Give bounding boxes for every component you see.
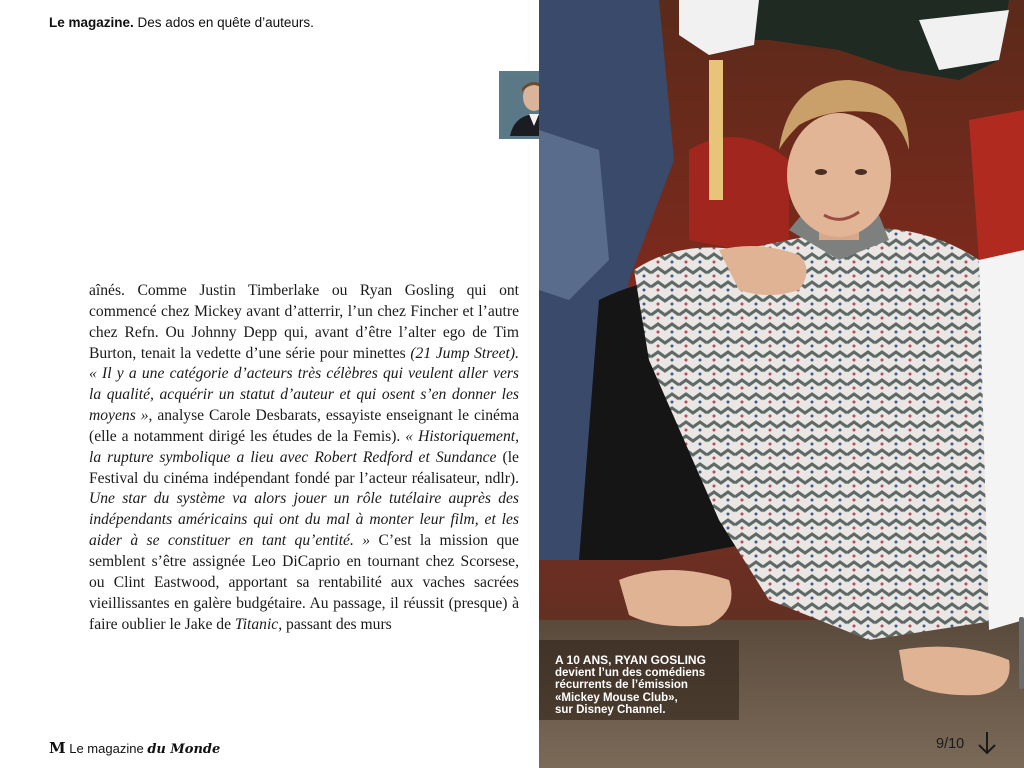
caption-line: devient l’un des comédiens — [555, 666, 706, 679]
arrow-down-icon[interactable] — [976, 730, 998, 756]
logo-m-icon: M — [49, 739, 66, 757]
article-italic-text: « Historiquement, la rupture symbolique a lieu avec Robert Redford et Sundance — [89, 427, 519, 466]
logo-du-monde: du Monde — [147, 742, 221, 757]
magazine-logo[interactable] — [49, 739, 220, 757]
article-italic-text: Une star du système va alors jouer un rôle tutélaire auprès des indépendants américains qui ont du mal à monter leur film, et les aider à se constituer en tant qu’entité. » — [89, 490, 519, 550]
photo-caption — [555, 654, 765, 717]
article-text: C’est la mission que semblent s’être assignée Leo DiCaprio en tournant chez Scorsese, ou Clint Eastwood, apportant sa rentabilité aux vaches sacrées vieillissantes en galère budgétaire. Au passage, il réussit (presque) à faire oublier le Jake de — [89, 532, 519, 633]
header-brand: Le magazine. — [49, 15, 134, 30]
article-body — [89, 281, 519, 635]
caption-line: «Mickey Mouse Club», — [555, 691, 678, 704]
article-text: aînés. Comme Justin Timberlake ou Ryan Gosling qui ont commencé chez Mickey avant d’atterrir, l’un chez Fincher et l’autre chez Refn. Ou Johnny Depp qui, avant d’être l’alter ego de Tim Burton, tenait la vedette d’une série pour minettes — [89, 282, 519, 362]
article-text: passant des murs — [282, 615, 392, 633]
article-italic-text: Titanic, — [234, 615, 283, 633]
logo-text: Le magazine — [69, 741, 144, 756]
article-text: , analyse Carole Desbarats, essayiste enseignant le cinéma (elle a notamment dirigé les études de la Femis). — [89, 407, 519, 445]
article-paragraph — [89, 281, 519, 635]
caption-line: sur Disney Channel. — [555, 704, 666, 717]
caption-title: A 10 ANS, RYAN GOSLING — [555, 653, 706, 667]
scrollbar[interactable] — [1019, 617, 1024, 689]
article-italic-text: (21 Jump Street). « Il y a une catégorie d’acteurs très célèbres qui veulent aller vers la qualité, acquérir un statut d’auteur et qui osent s’en donner les moyens » — [89, 344, 519, 425]
page-header — [49, 15, 314, 30]
article-text: (le Festival du cinéma indépendant fondé par l’acteur réalisateur, ndlr). — [89, 448, 519, 487]
header-title: Des ados en quête d’auteurs. — [137, 15, 314, 30]
caption-line: récurrents de l’émission — [555, 679, 688, 692]
page-indicator: 9/10 — [936, 736, 965, 752]
